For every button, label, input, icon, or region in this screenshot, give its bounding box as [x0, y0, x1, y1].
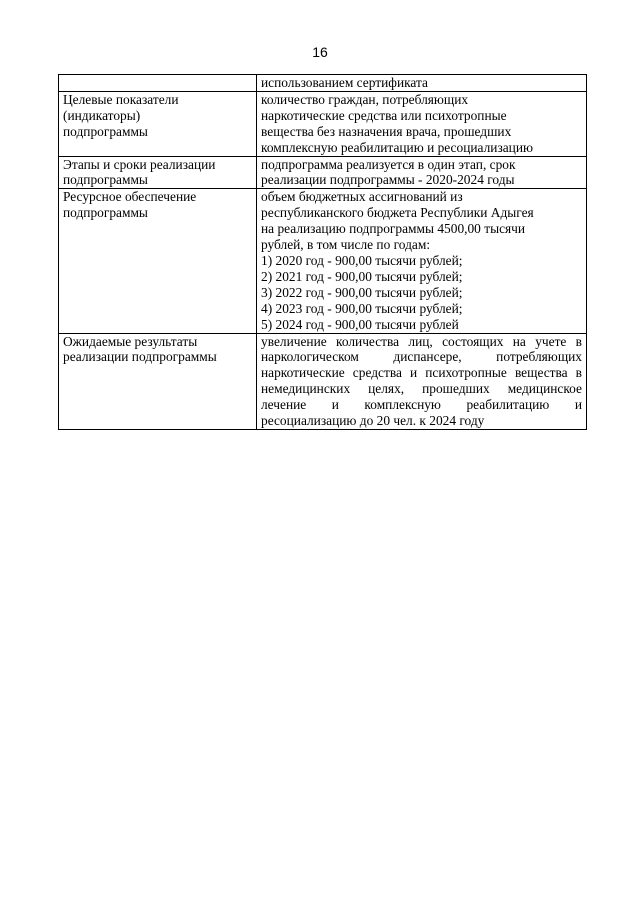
label-line: Целевые показатели — [63, 91, 179, 107]
value-line: использованием сертификата — [261, 75, 428, 90]
table-row — [59, 75, 587, 92]
value-line: республиканского бюджета Республики Адыгея — [261, 205, 534, 221]
table-row — [59, 156, 587, 189]
value-cell — [257, 91, 587, 156]
value-paragraph: увеличение количества лиц, состоящих на учете в наркологическом диспансере, потребляющих наркотические средства и психотропные вещества в немедицинских целях, прошедших медицинское лечение и комплексную реабилитацию и ресоциализацию до 20 чел. к 2024 году — [257, 333, 587, 429]
value-line: реализации подпрограммы - 2020-2024 годы — [261, 172, 515, 188]
label-line: (индикаторы) — [63, 107, 141, 123]
subprogram-passport-table — [58, 74, 587, 430]
value-line: объем бюджетных ассигнований из — [261, 189, 463, 205]
label-line: реализации подпрограммы — [63, 349, 217, 365]
table-row — [59, 91, 587, 156]
label-line: Этапы и сроки реализации — [63, 156, 216, 172]
label-line: Ресурсное обеспечение — [63, 189, 197, 205]
label-cell — [59, 189, 257, 333]
label-cell — [59, 156, 257, 189]
value-line: 3) 2022 год - 900,00 тысячи рублей; — [261, 284, 463, 300]
value-line: количество граждан, потребляющих — [261, 91, 469, 107]
value-cell — [257, 189, 587, 333]
value-line: 4) 2023 год - 900,00 тысячи рублей; — [261, 300, 463, 316]
value-line: 5) 2024 год - 900,00 тысячи рублей — [261, 316, 459, 332]
table-row — [59, 333, 587, 429]
value-cell — [257, 156, 587, 189]
label-cell — [59, 91, 257, 156]
value-cell — [257, 75, 587, 92]
value-line: на реализацию подпрограммы 4500,00 тысячи — [261, 221, 526, 237]
label-line: подпрограммы — [63, 172, 148, 188]
page-number: 16 — [312, 44, 328, 60]
label-line: подпрограммы — [63, 123, 148, 139]
value-line: 1) 2020 год - 900,00 тысячи рублей; — [261, 252, 463, 268]
value-line: рублей, в том числе по годам: — [261, 237, 431, 253]
value-line: наркотические средства или психотропные — [261, 107, 507, 123]
value-line: вещества без назначения врача, прошедших — [261, 123, 512, 139]
value-line: комплексную реабилитацию и ресоциализацию — [261, 139, 534, 155]
value-line: подпрограмма реализуется в один этап, срок — [261, 156, 516, 172]
table-row — [59, 189, 587, 333]
label-line: Ожидаемые результаты — [63, 333, 198, 349]
label-cell — [59, 75, 257, 92]
label-line: подпрограммы — [63, 205, 148, 221]
value-line: 2) 2021 год - 900,00 тысячи рублей; — [261, 268, 463, 284]
label-cell — [59, 333, 257, 429]
